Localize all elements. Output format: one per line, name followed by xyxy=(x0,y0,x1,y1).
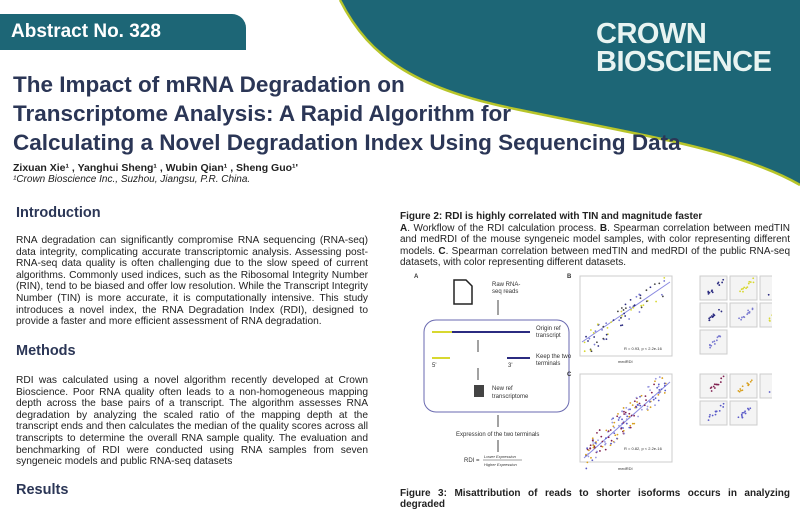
scatter-point xyxy=(636,397,638,399)
affiliation: ¹Crown Bioscience Inc., Suzhou, Jiangsu, P.R. China. xyxy=(13,174,251,185)
scatter-point xyxy=(613,432,615,434)
scatter-point xyxy=(585,336,587,338)
scatter-point xyxy=(664,390,666,392)
scatter-point xyxy=(708,419,710,421)
scatter-point xyxy=(628,416,630,418)
scatter-point xyxy=(630,309,632,311)
facet-panel xyxy=(760,303,772,327)
scatter-point xyxy=(656,387,658,389)
scatter-point xyxy=(623,309,625,311)
scatter-point xyxy=(632,423,634,425)
scatter-point xyxy=(632,414,634,416)
svg-text:3': 3' xyxy=(508,363,513,369)
scatter-point xyxy=(717,283,719,285)
scatter-point xyxy=(661,294,663,296)
scatter-point xyxy=(626,423,628,425)
scatter-point xyxy=(752,308,754,310)
scatter-point xyxy=(769,317,771,319)
scatter-point xyxy=(620,317,622,319)
scatter-point xyxy=(629,425,631,427)
scatter-point xyxy=(664,385,666,387)
scatter-point xyxy=(640,297,642,299)
authors: Zixuan Xie¹ , Yanghui Sheng¹ , Wubin Qian¹ , Sheng Guo¹' xyxy=(13,162,299,174)
figure3-title: Figure 3: Misattribution of reads to shorter isoforms occurs in analyzing degraded xyxy=(400,488,790,511)
scatter-point xyxy=(654,380,656,382)
scatter-point xyxy=(630,299,632,301)
poster-title: The Impact of mRNA Degradation on Transcriptome Analysis: A Rapid Algorithm for Calculating a Novel Degradation Index Using Sequencing Data xyxy=(13,72,681,155)
facet-panel xyxy=(760,276,772,300)
scatter-point xyxy=(623,430,625,432)
scatter-point xyxy=(592,437,594,439)
scatter-point xyxy=(746,286,748,288)
scatter-point xyxy=(591,350,593,352)
scatter-point xyxy=(645,399,647,401)
scatter-point xyxy=(646,289,648,291)
scatter-point xyxy=(605,429,607,431)
scatter-point xyxy=(646,300,648,302)
scatter-point xyxy=(658,383,660,385)
scatter-point xyxy=(650,286,652,288)
scatter-point xyxy=(617,434,619,436)
scatter-point xyxy=(648,386,650,388)
scatter-point xyxy=(739,388,741,390)
scatter-point xyxy=(593,336,595,338)
svg-text:5': 5' xyxy=(432,363,437,369)
scatter-point xyxy=(618,319,620,321)
scatter-point xyxy=(628,427,630,429)
svg-text:R = 0.93, p < 2.2e-16: R = 0.93, p < 2.2e-16 xyxy=(624,346,662,351)
panel-c-scatter xyxy=(567,372,772,471)
introduction-heading: Introduction xyxy=(16,205,101,221)
scatter-point xyxy=(741,317,743,319)
scatter-point xyxy=(626,415,628,417)
scatter-point xyxy=(649,389,651,391)
scatter-point xyxy=(737,390,739,392)
scatter-point xyxy=(590,444,592,446)
scatter-point xyxy=(716,339,718,341)
crown-bioscience-logo: CROWN BIOSCIENCE xyxy=(596,18,772,78)
scatter-point xyxy=(610,443,612,445)
scatter-point xyxy=(747,310,749,312)
scatter-point xyxy=(658,400,660,402)
scatter-point xyxy=(592,439,594,441)
scatter-point xyxy=(721,311,723,313)
scatter-point xyxy=(658,386,660,388)
scatter-point xyxy=(655,301,657,303)
scatter-point xyxy=(748,283,750,285)
scatter-point xyxy=(596,451,598,453)
facet-panel xyxy=(730,303,757,327)
scatter-point xyxy=(639,396,641,398)
scatter-point xyxy=(621,423,623,425)
facet-panel xyxy=(760,374,772,398)
scatter-point xyxy=(607,327,609,329)
scatter-point xyxy=(621,411,623,413)
scatter-point xyxy=(721,282,723,284)
scatter-point xyxy=(620,428,622,430)
scatter-point xyxy=(769,320,771,322)
scatter-point xyxy=(636,401,638,403)
scatter-point xyxy=(653,383,655,385)
scatter-point xyxy=(585,454,587,456)
scatter-point xyxy=(714,343,716,345)
scatter-point xyxy=(708,320,710,322)
scatter-point xyxy=(709,344,711,346)
methods-heading: Methods xyxy=(16,343,76,359)
scatter-point xyxy=(661,377,663,379)
scatter-point xyxy=(742,288,744,290)
scatter-point xyxy=(611,422,613,424)
svg-text:seq reads: seq reads xyxy=(492,289,519,295)
scatter-point xyxy=(663,277,665,279)
scatter-point xyxy=(629,306,631,308)
scatter-point xyxy=(625,303,627,305)
scatter-point xyxy=(753,281,755,283)
scatter-point xyxy=(596,341,598,343)
scatter-point xyxy=(586,447,588,449)
scatter-point xyxy=(613,319,615,321)
scatter-point xyxy=(588,338,590,340)
scatter-point xyxy=(608,430,610,432)
scatter-point xyxy=(605,437,607,439)
scatter-point xyxy=(716,410,718,412)
scatter-point xyxy=(626,418,628,420)
methods-text: RDI was calculated using a novel algorithm recently developed at Crown Bioscience. Poor RNA quality often leads to a non-homogeneous mapping depth across the base pairs of a transcript. The algorithm assesses RNA degradation by analyzing the scaled ratio of the mapping depth at the transcript ends and then calculates the median of the quality scores across all transcripts to determine the overall RNA sample quality. The evaluation and benchmarking of RDI were conducted using RNA samples from seven syngeneic models and public RNA-seq datasets xyxy=(16,375,368,468)
scatter-point xyxy=(629,402,631,404)
scatter-point xyxy=(632,404,634,406)
scatter-point xyxy=(590,457,592,459)
scatter-point xyxy=(610,321,612,323)
scatter-point xyxy=(720,405,722,407)
svg-text:medRDI: medRDI xyxy=(618,359,633,364)
scatter-point xyxy=(611,440,613,442)
scatter-point xyxy=(613,422,615,424)
scatter-point xyxy=(708,293,710,295)
scatter-point xyxy=(746,313,748,315)
scatter-point xyxy=(711,289,713,291)
scatter-point xyxy=(591,459,593,461)
scatter-point xyxy=(657,394,659,396)
svg-text:B: B xyxy=(567,274,572,280)
scatter-point xyxy=(606,334,608,336)
scatter-point xyxy=(625,407,627,409)
scatter-point xyxy=(610,444,612,446)
scatter-point xyxy=(594,442,596,444)
scatter-point xyxy=(742,291,744,293)
abstract-number-banner: Abstract No. 328 xyxy=(0,14,246,50)
scatter-point xyxy=(741,414,743,416)
scatter-point xyxy=(713,340,715,342)
figure2-caption: A. Workflow of the RDI calculation process. B. Spearman correlation between medTIN and medRDI of the mouse syngeneic model samples, with color representing different models. C. Spearman correlation between medTIN and medRDI of the public RNA-seq datasets, with color representing different datasets. xyxy=(400,223,791,269)
scatter-point xyxy=(741,417,743,419)
scatter-point xyxy=(710,387,712,389)
scatter-point xyxy=(599,429,601,431)
scatter-point xyxy=(750,381,752,383)
scatter-point xyxy=(605,443,607,445)
scatter-point xyxy=(662,296,664,298)
scatter-point xyxy=(739,290,741,292)
scatter-point xyxy=(602,326,604,328)
svg-text:medRDI: medRDI xyxy=(618,466,633,471)
scatter-point xyxy=(618,425,620,427)
scatter-point xyxy=(652,396,654,398)
scatter-point xyxy=(714,314,716,316)
scatter-point xyxy=(623,407,625,409)
scatter-point xyxy=(616,438,618,440)
scatter-point xyxy=(649,401,651,403)
figure2-title: Figure 2: RDI is highly correlated with TIN and magnitude faster xyxy=(400,211,703,222)
scatter-point xyxy=(594,344,596,346)
scatter-point xyxy=(636,407,638,409)
scatter-point xyxy=(634,304,636,306)
scatter-point xyxy=(614,441,616,443)
scatter-point xyxy=(659,391,661,393)
scatter-point xyxy=(619,416,621,418)
scatter-point xyxy=(617,413,619,415)
scatter-point xyxy=(636,296,638,298)
scatter-point xyxy=(623,413,625,415)
scatter-point xyxy=(658,389,660,391)
scatter-point xyxy=(642,304,644,306)
scatter-point xyxy=(641,395,643,397)
scatter-point xyxy=(624,315,626,317)
scatter-point xyxy=(654,404,656,406)
scatter-point xyxy=(625,412,627,414)
scatter-point xyxy=(639,403,641,405)
scatter-point xyxy=(722,279,724,281)
scatter-point xyxy=(723,375,725,377)
svg-text:A: A xyxy=(414,274,419,280)
scatter-point xyxy=(709,414,711,416)
scatter-point xyxy=(623,313,625,315)
scatter-point xyxy=(623,411,625,413)
scatter-point xyxy=(621,418,623,420)
scatter-point xyxy=(641,409,643,411)
svg-text:Keep the two: Keep the two xyxy=(536,354,572,360)
scatter-point xyxy=(653,399,655,401)
scatter-point xyxy=(637,416,639,418)
scatter-point xyxy=(709,416,711,418)
panel-a-workflow xyxy=(414,274,572,467)
scatter-point xyxy=(658,282,660,284)
scatter-point xyxy=(712,415,714,417)
scatter-point xyxy=(745,413,747,415)
scatter-point xyxy=(709,347,711,349)
results-heading: Results xyxy=(16,482,69,498)
scatter-point xyxy=(625,307,627,309)
svg-text:R = 0.82, p < 2.2e-16: R = 0.82, p < 2.2e-16 xyxy=(624,446,662,451)
scatter-point xyxy=(749,311,751,313)
scatter-point xyxy=(637,404,639,406)
scatter-point xyxy=(634,400,636,402)
scatter-point xyxy=(590,329,592,331)
scatter-point xyxy=(742,385,744,387)
scatter-point xyxy=(640,294,642,296)
scatter-point xyxy=(585,468,587,470)
scatter-point xyxy=(621,311,623,313)
scatter-point xyxy=(714,387,716,389)
scatter-point xyxy=(650,406,652,408)
scatter-point xyxy=(655,378,657,380)
scatter-point xyxy=(593,447,595,449)
svg-text:transcript: transcript xyxy=(536,333,561,339)
scatter-point xyxy=(711,390,713,392)
scatter-point xyxy=(608,436,610,438)
scatter-point xyxy=(602,446,604,448)
scatter-point xyxy=(661,388,663,390)
scatter-point xyxy=(747,408,749,410)
scatter-point xyxy=(647,406,649,408)
svg-text:Lower Expression: Lower Expression xyxy=(484,454,516,459)
scatter-point xyxy=(610,429,612,431)
scatter-point xyxy=(623,433,625,435)
scatter-point xyxy=(717,336,719,338)
scatter-point xyxy=(639,405,641,407)
database-icon xyxy=(474,385,484,397)
svg-text:Origin ref: Origin ref xyxy=(536,326,561,332)
scatter-point xyxy=(596,432,598,434)
scatter-point xyxy=(602,441,604,443)
scatter-point xyxy=(595,330,597,332)
scatter-point xyxy=(589,447,591,449)
scatter-point xyxy=(723,403,725,405)
scatter-point xyxy=(655,397,657,399)
scatter-point xyxy=(664,392,666,394)
scatter-point xyxy=(621,324,623,326)
scatter-point xyxy=(750,281,752,283)
scatter-point xyxy=(622,427,624,429)
svg-text:Expression of the two terminal: Expression of the two terminals xyxy=(456,432,540,438)
scatter-point xyxy=(587,453,589,455)
scatter-point xyxy=(597,439,599,441)
scatter-point xyxy=(623,421,625,423)
svg-text:C: C xyxy=(567,372,572,378)
scatter-point xyxy=(748,281,750,283)
scatter-point xyxy=(612,425,614,427)
scatter-point xyxy=(612,417,614,419)
svg-text:transcriptome: transcriptome xyxy=(492,394,529,400)
panel-b-scatter xyxy=(567,274,772,364)
scatter-point xyxy=(599,450,601,452)
scatter-point xyxy=(587,340,589,342)
svg-text:terminals: terminals xyxy=(536,361,561,367)
scatter-point xyxy=(641,307,643,309)
scatter-point xyxy=(618,419,620,421)
scatter-point xyxy=(606,338,608,340)
scatter-point xyxy=(751,379,753,381)
scatter-point xyxy=(617,311,619,313)
scatter-point xyxy=(588,456,590,458)
scatter-point xyxy=(715,414,717,416)
scatter-point xyxy=(744,410,746,412)
file-icon xyxy=(454,280,472,304)
scatter-point xyxy=(639,311,641,313)
scatter-point xyxy=(720,381,722,383)
scatter-point xyxy=(614,434,616,436)
scatter-point xyxy=(651,392,653,394)
scatter-point xyxy=(720,377,722,379)
scatter-point xyxy=(749,407,751,409)
scatter-point xyxy=(659,376,661,378)
scatter-point xyxy=(593,332,595,334)
scatter-point xyxy=(713,386,715,388)
scatter-point xyxy=(743,316,745,318)
scatter-point xyxy=(628,409,630,411)
scatter-point xyxy=(719,410,721,412)
scatter-point xyxy=(628,413,630,415)
scatter-point xyxy=(604,441,606,443)
scatter-point xyxy=(663,280,665,282)
scatter-point xyxy=(752,277,754,279)
introduction-text: RNA degradation can significantly compromise RNA sequencing (RNA-seq) data integrity, complicating accurate transcriptomic analysis. Assessing post-RNA-seq data quality is often challenging due to the slow speed of current algorithms. Commonly used indices, such as the Ribosomal Integrity Number (RIN), tend to be biased and offer low resolution. While the Transcript Integrity Number (TIN) is more accurate, it is computationally intensive. This study introduces a novel index, the RNA Degradation Index (RDI), designed to provide a faster and more efficient assessment of RNA degradation. xyxy=(16,235,368,328)
scatter-point xyxy=(645,395,647,397)
figure2-graphic xyxy=(412,270,772,475)
scatter-point xyxy=(632,307,634,309)
scatter-point xyxy=(628,318,630,320)
scatter-point xyxy=(605,322,607,324)
scatter-point xyxy=(597,323,599,325)
scatter-point xyxy=(597,345,599,347)
scatter-point xyxy=(644,404,646,406)
scatter-point xyxy=(584,342,586,344)
scatter-point xyxy=(738,416,740,418)
scatter-point xyxy=(586,461,588,463)
scatter-point xyxy=(718,309,720,311)
facet-panel xyxy=(700,401,727,425)
scatter-point xyxy=(664,383,666,385)
scatter-point xyxy=(621,307,623,309)
scatter-point xyxy=(602,338,604,340)
scatter-point xyxy=(715,384,717,386)
scatter-point xyxy=(740,390,742,392)
scatter-point xyxy=(712,341,714,343)
scatter-point xyxy=(600,436,602,438)
svg-text:Raw RNA-: Raw RNA- xyxy=(492,282,521,288)
scatter-point xyxy=(654,283,656,285)
scatter-point xyxy=(584,350,586,352)
scatter-point xyxy=(747,383,749,385)
scatter-point xyxy=(719,336,721,338)
scatter-point xyxy=(640,305,642,307)
svg-text:New ref: New ref xyxy=(492,386,513,392)
scatter-point xyxy=(595,457,597,459)
scatter-point xyxy=(646,408,648,410)
scatter-point xyxy=(616,415,618,417)
scatter-point xyxy=(718,284,720,286)
scatter-point xyxy=(740,319,742,321)
scatter-point xyxy=(621,315,623,317)
scatter-point xyxy=(738,317,740,319)
svg-text:RDI =: RDI = xyxy=(464,458,480,464)
scatter-point xyxy=(768,294,770,296)
scatter-point xyxy=(769,391,771,393)
scatter-point xyxy=(708,317,710,319)
scatter-point xyxy=(601,329,603,331)
scatter-point xyxy=(605,449,607,451)
svg-text:Higher Expression: Higher Expression xyxy=(484,462,517,467)
scatter-point xyxy=(722,406,724,408)
